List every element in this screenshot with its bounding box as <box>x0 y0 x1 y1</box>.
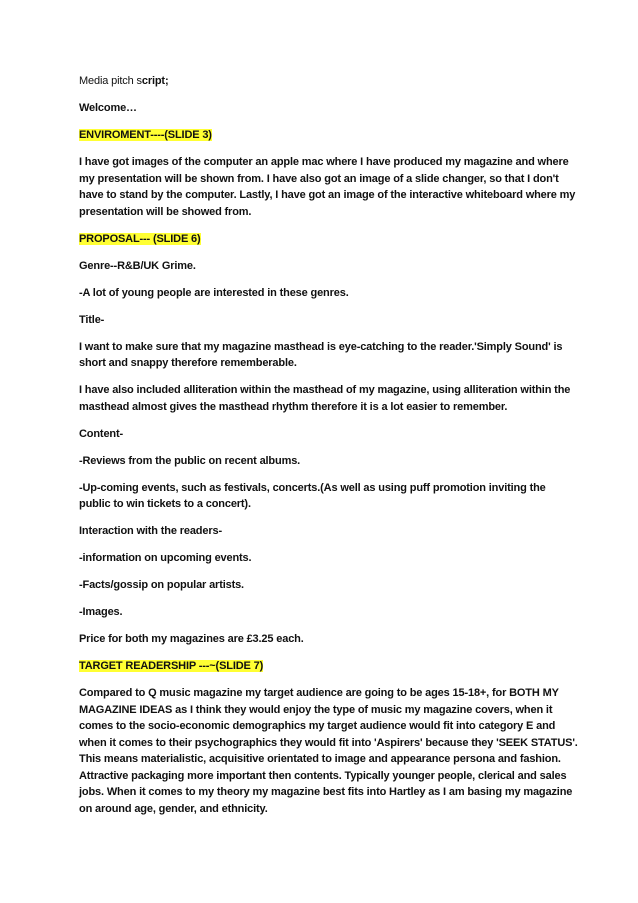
welcome-line: Welcome… <box>79 102 137 114</box>
genre-note: -A lot of young people are interested in these genres. <box>79 286 349 299</box>
alliteration-paragraph: I have also included alliteration within the masthead of my magazine, using alliteration within the masthead almost gives the masthead rhythm therefore it is a lot easier to remember. <box>79 384 571 413</box>
content-reviews: -Reviews from the public on recent albums. <box>79 454 301 467</box>
title-paragraph: I want to make sure that my magazine masthead is eye-catching to the reader.'Simply Sound' is short and snappy therefore rememberable. <box>79 340 563 369</box>
target-heading: TARGET READERSHIP ---~(SLIDE 7) <box>79 660 264 672</box>
content-events: -Up-coming events, such as festivals, concerts.(As well as using puff promotion inviting the public to win tickets to a concert). <box>79 481 546 510</box>
interaction-facts: -Facts/gossip on popular artists. <box>79 579 244 591</box>
interaction-label: Interaction with the readers- <box>79 525 222 537</box>
interaction-images: -Images. <box>79 606 123 618</box>
genre-line: Genre--R&B/UK Grime. <box>79 259 196 272</box>
content-label: Content- <box>79 427 124 440</box>
environment-heading-line <box>79 127 578 144</box>
proposal-heading-line <box>79 231 578 248</box>
target-heading-line <box>79 658 578 675</box>
price-line: Price for both my magazines are £3.25 each. <box>79 633 304 645</box>
title-label: Title- <box>79 313 105 326</box>
proposal-heading: PROPOSAL--- (SLIDE 6) <box>79 232 201 245</box>
interaction-info: -information on upcoming events. <box>79 552 252 564</box>
document-title <box>79 73 578 90</box>
environment-heading: ENVIROMENT----(SLIDE 3) <box>79 129 212 141</box>
target-paragraph: Compared to Q music magazine my target audience are going to be ages 15-18+, for BOTH MY MAGAZINE IDEAS as I think they would enjoy the type of music my magazine covers, when it comes to the socio-economic demographics my target audience would fit into category E and when it comes to their psychographics they would fit into 'Aspirers' because they 'SEEK STATUS'. This means materialistic, acquisitive orientated to image and appearance persona and fashion. Attractive packaging more important then contents. Typically younger people, clerical and sales jobs. When it comes to my theory my magazine best fits into Hartley as I am basing my magazine on around age, gender, and ethnicity. <box>79 687 578 815</box>
environment-paragraph: I have got images of the computer an apple mac where I have produced my magazine and where my presentation will be shown from. I have also got an image of a slide changer, so that I don't have to stand by the computer. Lastly, I have got an image of the interactive whiteboard where my presentation will be showed from. <box>79 156 576 218</box>
title-part-1: Media pitch s <box>79 75 142 87</box>
title-part-2: cript; <box>141 75 169 87</box>
